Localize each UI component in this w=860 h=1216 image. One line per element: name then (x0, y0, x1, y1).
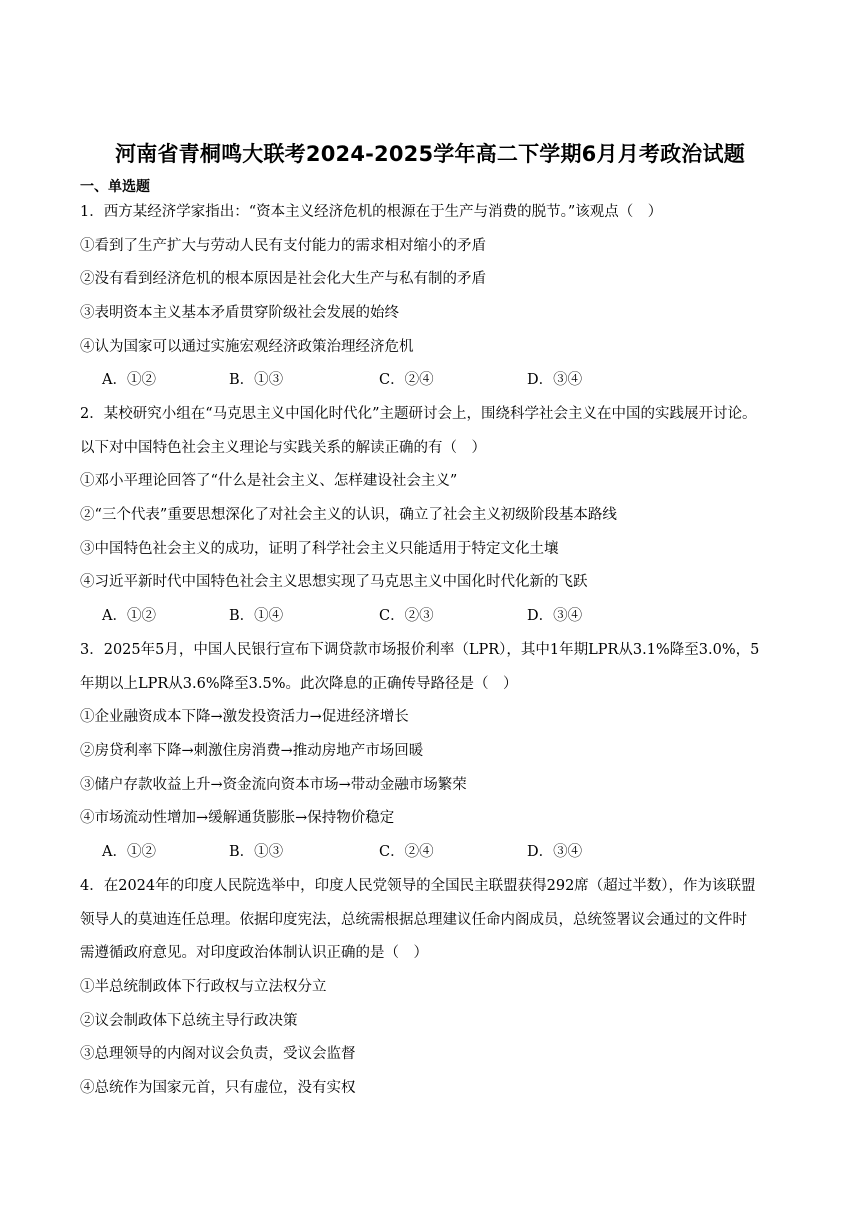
page-title: 河南省青桐鸣大联考2024-2025学年高二下学期6月月考政治试题 (115, 142, 745, 166)
question-2-stem-line-1: 2．某校研究小组在“马克思主义中国化时代化”主题研讨会上，围绕科学社会主义在中国的实践展开讨论。 (80, 406, 757, 422)
question-4-stem-line-1: 4．在2024年的印度人民院选举中，印度人民党领导的全国民主联盟获得292席（超过半数），作为该联盟 (80, 878, 756, 894)
question-2-item-1: ①邓小平理论回答了“什么是社会主义、怎样建设社会主义” (80, 473, 458, 489)
question-2-item-2: ②“三个代表”重要思想深化了对社会主义的认识，确立了社会主义初级阶段基本路线 (80, 507, 617, 523)
option-a: A．①② (102, 372, 156, 388)
option-b: B．①③ (229, 844, 284, 860)
question-2-stem-line-2: 以下对中国特色社会主义理论与实践关系的解读正确的有（ ） (80, 440, 486, 456)
option-c: C．②④ (379, 372, 434, 388)
question-2-item-4: ④习近平新时代中国特色社会主义思想实现了马克思主义中国化时代化新的飞跃 (80, 574, 588, 590)
question-4-stem-line-3: 需遵循政府意见。对印度政治体制认识正确的是（ ） (80, 945, 428, 961)
question-4-item-3: ③总理领导的内阁对议会负责，受议会监督 (80, 1046, 356, 1062)
section-heading: 一、单选题 (80, 179, 150, 195)
question-1-item-2: ②没有看到经济危机的根本原因是社会化大生产与私有制的矛盾 (80, 271, 486, 287)
question-3-item-3: ③储户存款收益上升→资金流向资本市场→带动金融市场繁荣 (80, 777, 467, 793)
question-3-item-2: ②房贷利率下降→刺激住房消费→推动房地产市场回暖 (80, 743, 424, 759)
question-2-item-3: ③中国特色社会主义的成功，证明了科学社会主义只能适用于特定文化土壤 (80, 541, 559, 557)
option-c: C．②④ (379, 844, 434, 860)
question-1-item-1: ①看到了生产扩大与劳动人民有支付能力的需求相对缩小的矛盾 (80, 238, 486, 254)
option-b: B．①③ (229, 372, 284, 388)
question-4-stem-line-2: 领导人的莫迪连任总理。依据印度宪法，总统需根据总理建议任命内阁成员，总统签署议会通过的文件时 (80, 912, 747, 928)
option-d: D．③④ (527, 608, 583, 624)
question-1-item-4: ④认为国家可以通过实施宏观经济政策治理经济危机 (80, 339, 414, 355)
question-3-stem-line-1: 3．2025年5月，中国人民银行宣布下调贷款市场报价利率（LPR），其中1年期LPR从3.1%降至3.0%，5 (80, 642, 760, 658)
option-d: D．③④ (527, 372, 583, 388)
option-a: A．①② (102, 844, 156, 860)
question-1-stem-line: 1．西方某经济学家指出：“资本主义经济危机的根源在于生产与消费的脱节。”该观点（ ） (80, 204, 663, 220)
question-4-item-2: ②议会制政体下总统主导行政决策 (80, 1013, 298, 1029)
question-3-item-1: ①企业融资成本下降→激发投资活力→促进经济增长 (80, 709, 409, 725)
option-b: B．①④ (229, 608, 284, 624)
option-a: A．①② (102, 608, 156, 624)
option-d: D．③④ (527, 844, 583, 860)
question-3-item-4: ④市场流动性增加→缓解通货膨胀→保持物价稳定 (80, 810, 395, 826)
question-3-stem-line-2: 年期以上LPR从3.6%降至3.5%。此次降息的正确传导路径是（ ） (80, 676, 518, 692)
option-c: C．②③ (379, 608, 434, 624)
question-4-item-4: ④总统作为国家元首，只有虚位，没有实权 (80, 1080, 356, 1096)
question-1-item-3: ③表明资本主义基本矛盾贯穿阶级社会发展的始终 (80, 305, 399, 321)
question-4-item-1: ①半总统制政体下行政权与立法权分立 (80, 979, 327, 995)
